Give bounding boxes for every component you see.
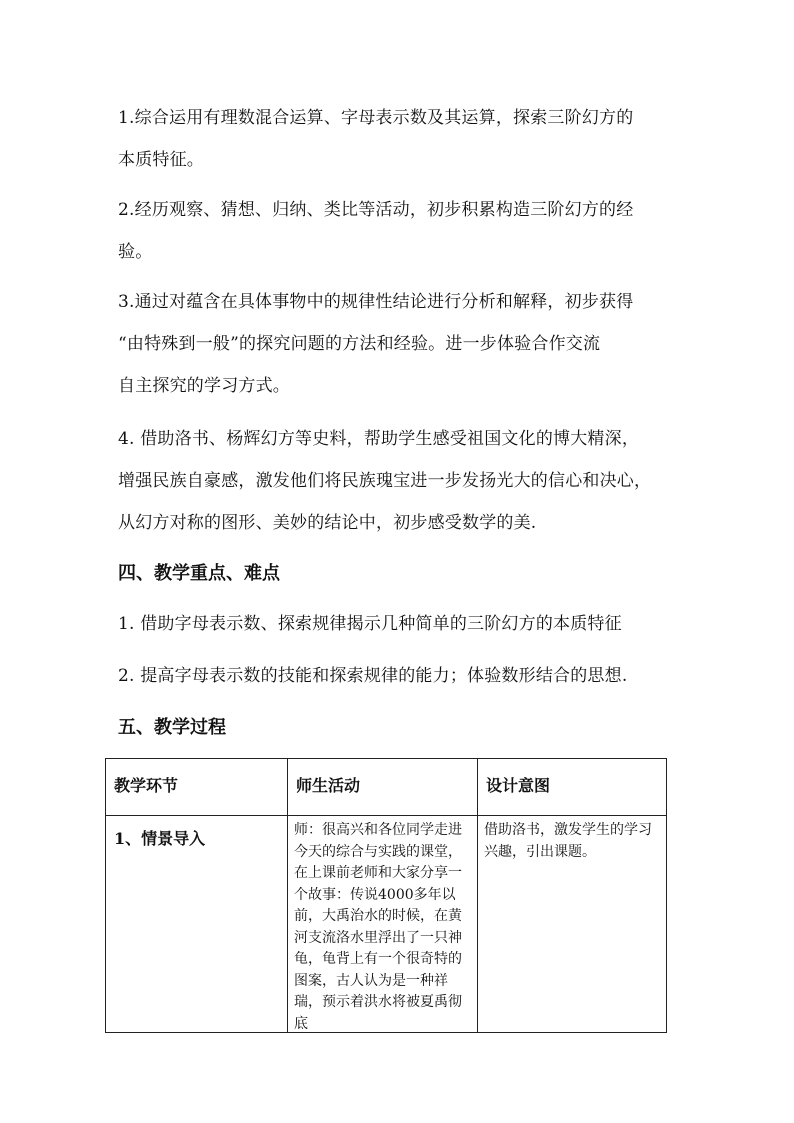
section-4-heading: 四、教学重点、难点 (118, 563, 280, 584)
objective-4-line-3: 从幻方对称的图形、美妙的结论中，初步感受数学的美. (118, 513, 537, 533)
table-header-row (106, 759, 667, 816)
objective-4 (118, 418, 678, 544)
table-row (106, 816, 667, 1033)
stage-cell: 1、情景导入 (106, 816, 288, 1033)
key-point-2: 2. 提高字母表示数的技能和探索规律的能力；体验数形结合的思想. (118, 666, 628, 686)
objective-2 (118, 189, 678, 273)
objective-1-line-1: 1.综合运用有理数混合运算、字母表示数及其运算，探索三阶幻方的 (118, 108, 634, 128)
header-intent: 设计意图 (478, 759, 667, 816)
objective-2-line-1: 2.经历观察、猜想、归纳、类比等活动，初步积累构造三阶幻方的经 (118, 200, 634, 220)
intent-cell (478, 816, 667, 1033)
activity-text: 师：很高兴和各位同学走进今天的综合与实践的课堂，在上课前老师和大家分享一个故事：传说4000多年以前，大禹治水的时候，在黄河支流洛水里浮出了一只神龟，龟背上有一个很奇特的图案，古人认为是一种祥瑞，预示着洪水将被夏禹彻底 (294, 822, 462, 1032)
section-5-heading: 五、教学过程 (118, 717, 226, 738)
objective-3-line-3: 自主探究的学习方式。 (118, 376, 290, 396)
header-activity: 师生活动 (288, 759, 478, 816)
objective-4-line-2: 增强民族自豪感，激发他们将民族瑰宝进一步发扬光大的信心和决心， (118, 471, 652, 491)
objective-3 (118, 281, 678, 407)
objective-4-line-1: 4. 借助洛书、杨辉幻方等史料，帮助学生感受祖国文化的博大精深， (118, 429, 640, 449)
objective-3-line-2: “由特殊到一般”的探究问题的方法和经验。进一步体验合作交流 (118, 334, 601, 354)
objective-1 (118, 97, 678, 181)
objective-1-line-2: 本质特征。 (118, 150, 204, 170)
objective-3-line-1: 3.通过对蕴含在具体事物中的规律性结论进行分析和解释，初步获得 (118, 292, 634, 312)
teaching-process-table (105, 758, 667, 1033)
objective-2-line-2: 验。 (118, 242, 153, 262)
header-stage: 教学环节 (106, 759, 288, 816)
activity-cell (288, 816, 478, 1033)
intent-text: 借助洛书，激发学生的学习兴趣，引出课题。 (484, 822, 652, 860)
key-point-1: 1. 借助字母表示数、探索规律揭示几种简单的三阶幻方的本质特征 (118, 614, 622, 634)
